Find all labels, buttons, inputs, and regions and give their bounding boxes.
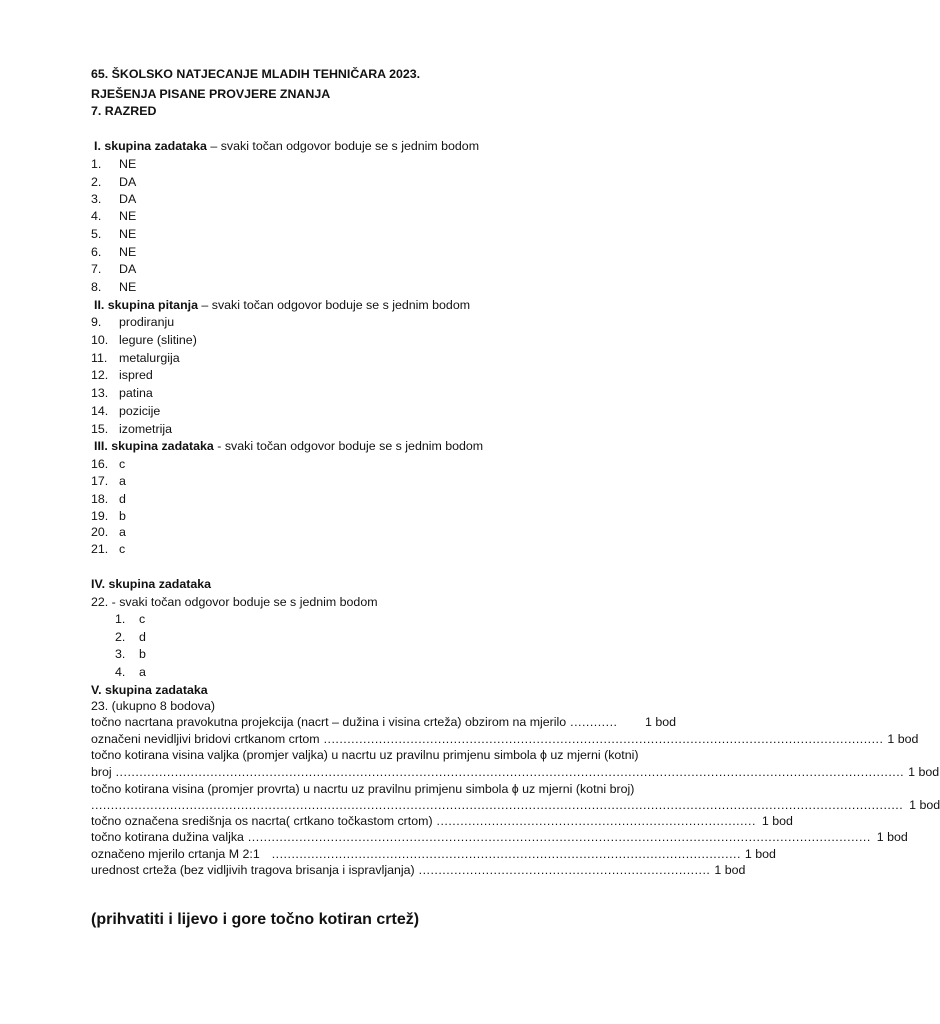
item-answer: d: [139, 630, 146, 644]
item-answer: NE: [119, 280, 137, 294]
scoring-row: [91, 829, 908, 846]
dot-leader: ..............................................................................................................................................................: [243, 830, 871, 844]
scoring-row: [91, 813, 793, 830]
scoring-row: [91, 862, 746, 879]
list-item: [91, 541, 125, 558]
scoring-row: [91, 797, 940, 814]
header-grade: 7. RAZRED: [91, 104, 157, 118]
item-number: 20.: [91, 525, 109, 539]
group4-intro: 22. - svaki točan odgovor boduje se s jednim bodom: [91, 595, 378, 609]
list-item: [115, 664, 146, 681]
item-answer: DA: [119, 192, 137, 206]
list-item: [91, 279, 136, 296]
group2-title: II. skupina pitanja: [94, 298, 198, 312]
list-item: [91, 261, 136, 278]
group1-desc: – svaki točan odgovor boduje se s jednim bodom: [206, 139, 480, 153]
list-item: [115, 611, 145, 628]
item-number: 9.: [91, 315, 102, 329]
dot-leader: ..........................................................................: [414, 863, 711, 877]
item-number: 2.: [91, 175, 102, 189]
dot-leader: ..............................................................................................................................................: [319, 732, 884, 746]
item-number: 16.: [91, 457, 109, 471]
group3-desc: - svaki točan odgovor boduje se s jednim bodom: [213, 439, 484, 453]
item-number: 14.: [91, 404, 109, 418]
item-answer: NE: [119, 227, 137, 241]
item-answer: NE: [119, 157, 137, 171]
list-item: [91, 385, 153, 402]
scoring-row: [91, 714, 676, 731]
item-answer: a: [119, 525, 126, 539]
dot-leader: ........................................................................................................................................................................................................: [111, 765, 905, 779]
item-number: 19.: [91, 509, 109, 523]
list-item: [91, 421, 172, 438]
list-item: [91, 208, 136, 225]
header-title: RJEŠENJA PISANE PROVJERE ZNANJA: [91, 87, 331, 101]
list-item: [91, 191, 136, 208]
item-answer: legure (slitine): [119, 333, 197, 347]
scoring-points: 1 bod: [908, 765, 940, 779]
item-answer: a: [119, 474, 126, 488]
scoring-points: 1 bod: [761, 814, 793, 828]
dot-leader: ............: [566, 715, 618, 729]
list-item: [115, 646, 146, 663]
group2-heading: [94, 297, 470, 314]
item-answer: c: [119, 457, 126, 471]
scoring-points: 1 bod: [909, 798, 940, 812]
item-number: 6.: [91, 245, 102, 259]
item-answer: DA: [119, 262, 137, 276]
item-answer: pozicije: [119, 404, 161, 418]
group3-title: III. skupina zadataka: [94, 439, 214, 453]
scoring-text: točno kotirana visina valjka (promjer valjka) u nacrtu uz pravilnu primjenu simbola ϕ uz mjerni (kotni): [91, 748, 639, 762]
scoring-label: označeni nevidljivi bridovi crtkanom crtom: [91, 732, 320, 746]
item-number: 13.: [91, 386, 109, 400]
group3-heading: [94, 438, 483, 455]
list-item: [91, 524, 126, 541]
scoring-row: [91, 731, 919, 748]
item-number: 18.: [91, 492, 109, 506]
group2-desc: – svaki točan odgovor boduje se s jednim bodom: [197, 298, 471, 312]
item-answer: d: [119, 492, 126, 506]
list-item: [91, 367, 153, 384]
list-item: [91, 508, 126, 525]
item-number: 4.: [115, 665, 126, 679]
scoring-label: točno označena središnja os nacrta( crtkano točkastom crtom): [91, 814, 433, 828]
list-item: [91, 156, 136, 173]
item-answer: a: [139, 665, 146, 679]
scoring-points: 1 bod: [644, 715, 676, 729]
dot-leader: ..............................................................................................................................................................................................................: [91, 798, 904, 812]
group1-heading: [94, 138, 479, 155]
scoring-label: broj: [91, 765, 112, 779]
item-number: 4.: [91, 209, 102, 223]
item-number: 12.: [91, 368, 109, 382]
list-item: [91, 314, 174, 331]
item-number: 10.: [91, 333, 109, 347]
item-answer: c: [139, 612, 146, 626]
list-item: [91, 174, 136, 191]
item-number: 5.: [91, 227, 102, 241]
item-answer: patina: [119, 386, 153, 400]
item-number: 3.: [115, 647, 126, 661]
item-answer: b: [139, 647, 146, 661]
item-answer: NE: [119, 209, 137, 223]
item-number: 1.: [115, 612, 126, 626]
list-item: [115, 629, 146, 646]
list-item: [91, 350, 180, 367]
list-item: [91, 244, 136, 261]
group5-intro: 23. (ukupno 8 bodova): [91, 699, 215, 713]
item-number: 1.: [91, 157, 102, 171]
scoring-label: urednost crteža (bez vidljivih tragova brisanja i ispravljanja): [91, 863, 415, 877]
scoring-row: [91, 846, 776, 863]
item-number: 7.: [91, 262, 102, 276]
scoring-row: [91, 764, 940, 781]
item-answer: c: [119, 542, 126, 556]
scoring-points: 1 bod: [876, 830, 908, 844]
item-number: 2.: [115, 630, 126, 644]
scoring-points: 1 bod: [744, 847, 776, 861]
item-answer: b: [119, 509, 126, 523]
item-answer: NE: [119, 245, 137, 259]
group1-title: I. skupina zadataka: [94, 139, 207, 153]
item-number: 21.: [91, 542, 109, 556]
header-competition: 65. ŠKOLSKO NATJECANJE MLADIH TEHNIČARA 2023.: [91, 67, 421, 81]
group4-title: IV. skupina zadataka: [91, 577, 212, 591]
dot-leader: .................................................................................: [432, 814, 756, 828]
group5-title: V. skupina zadataka: [91, 683, 208, 697]
list-item: [91, 473, 126, 490]
item-answer: prodiranju: [119, 315, 175, 329]
acceptance-note: (prihvatiti i lijevo i gore točno kotiran crtež): [91, 911, 420, 928]
scoring-label: označeno mjerilo crtanja M 2:1: [91, 847, 260, 861]
item-number: 3.: [91, 192, 102, 206]
scoring-points: 1 bod: [887, 732, 919, 746]
item-number: 11.: [91, 351, 108, 365]
list-item: [91, 403, 160, 420]
list-item: [91, 226, 136, 243]
item-answer: DA: [119, 175, 137, 189]
list-item: [91, 332, 197, 349]
item-answer: izometrija: [119, 422, 173, 436]
scoring-label: točno kotirana dužina valjka: [91, 830, 244, 844]
scoring-points: 1 bod: [714, 863, 746, 877]
item-number: 8.: [91, 280, 102, 294]
item-number: 17.: [91, 474, 109, 488]
item-answer: metalurgija: [119, 351, 180, 365]
list-item: [91, 491, 126, 508]
scoring-text: točno kotirana visina (promjer provrta) u nacrtu uz pravilnu primjenu simbola ϕ uz mjerni (kotni broj): [91, 782, 635, 796]
scoring-label: točno nacrtana pravokutna projekcija (nacrt – dužina i visina crteža) obzirom na mjerilo: [91, 715, 567, 729]
item-number: 15.: [91, 422, 109, 436]
dot-leader: .......................................................................................................................: [271, 847, 741, 861]
list-item: [91, 456, 125, 473]
item-answer: ispred: [119, 368, 153, 382]
